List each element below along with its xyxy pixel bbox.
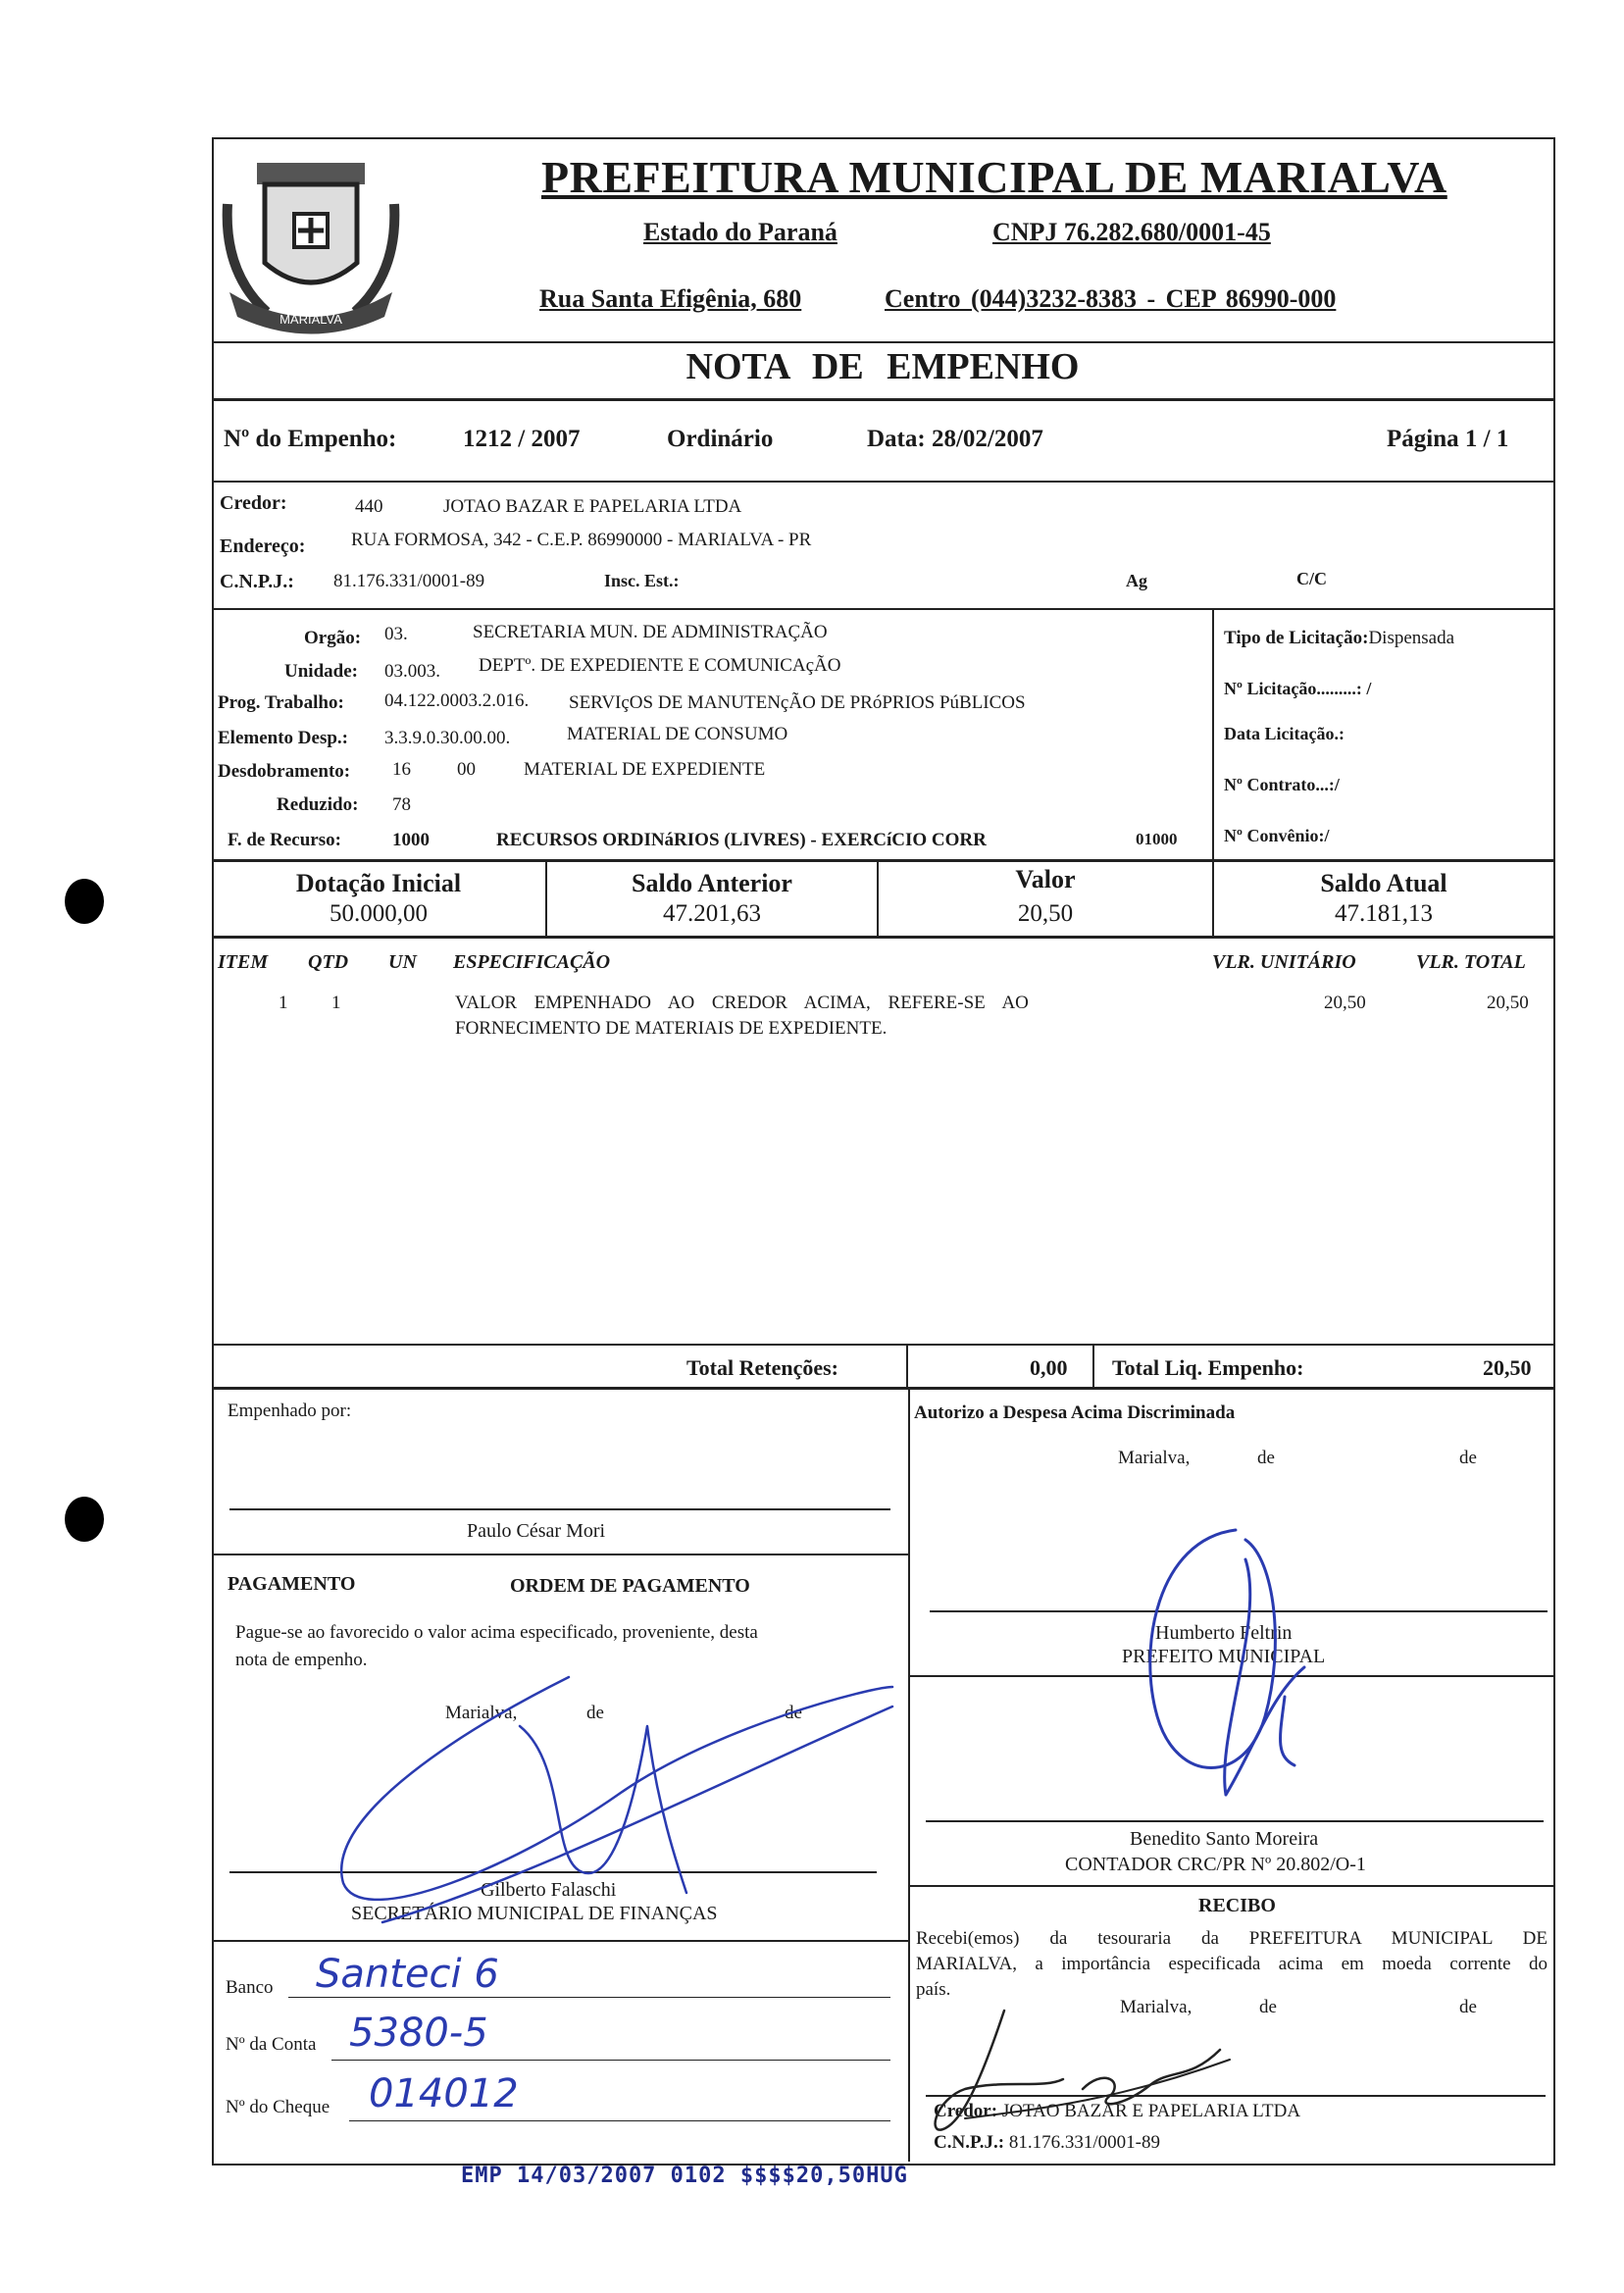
orgao-name: SECRETARIA MUN. DE ADMINISTRAÇÃO bbox=[473, 622, 828, 642]
autorizo-de2: de bbox=[1459, 1448, 1477, 1468]
cheque-handwritten: 014012 bbox=[369, 2071, 519, 2116]
contrato-number: Nº Contrato...:/ bbox=[1224, 775, 1340, 794]
accountant-title: CONTADOR CRC/PR Nº 20.802/O-1 bbox=[1065, 1854, 1366, 1875]
licitacao-number: Nº Licitação.........: / bbox=[1224, 679, 1372, 698]
recibo-credor-label: Credor: bbox=[934, 2101, 998, 2121]
pagamento-place: Marialva, bbox=[445, 1703, 518, 1723]
desdob-code2: 00 bbox=[457, 759, 476, 780]
credor-label: Credor: bbox=[220, 492, 287, 514]
empenho-type: Ordinário bbox=[667, 426, 774, 452]
items-header-total: VLR. TOTAL bbox=[1416, 951, 1526, 973]
retencoes-value: 0,00 bbox=[1030, 1355, 1068, 1380]
recibo-text2: MARIALVA, a importância especificada acima em moeda corrente do bbox=[916, 1954, 1548, 1974]
saldo-anterior-label: Saldo Anterior bbox=[632, 869, 792, 897]
credor-signature bbox=[926, 2001, 1249, 2138]
saldo-atual-value: 47.181,13 bbox=[1335, 900, 1433, 927]
recurso-code: 1000 bbox=[392, 830, 430, 850]
table-row bbox=[212, 989, 1553, 1047]
page-number: Página 1 / 1 bbox=[1387, 426, 1509, 452]
items-header-spec: ESPECIFICAÇÃO bbox=[453, 951, 611, 973]
recibo-de1: de bbox=[1259, 1997, 1277, 2017]
autorizo-place: Marialva, bbox=[1118, 1448, 1191, 1468]
empenhado-name: Paulo César Mori bbox=[467, 1520, 606, 1542]
pagamento-label: PAGAMENTO bbox=[228, 1573, 356, 1595]
credor-code: 440 bbox=[355, 496, 383, 517]
desdob-code: 16 bbox=[392, 759, 411, 780]
credor-address: RUA FORMOSA, 342 - C.E.P. 86990000 - MARIALVA - PR bbox=[351, 530, 812, 550]
items-header-item: ITEM bbox=[218, 951, 269, 973]
recibo-label: RECIBO bbox=[1198, 1895, 1276, 1916]
item-number: 1 bbox=[279, 993, 288, 1013]
banco-label: Banco bbox=[226, 1977, 274, 1998]
empenhado-label: Empenhado por: bbox=[228, 1401, 352, 1421]
mayor-title: PREFEITO MUNICIPAL bbox=[1122, 1646, 1326, 1667]
empenho-number: 1212 / 2007 bbox=[463, 426, 581, 452]
item-unit-value: 20,50 bbox=[1324, 993, 1366, 1013]
page-title: PREFEITURA MUNICIPAL DE MARIALVA bbox=[541, 152, 1447, 202]
empenho-date: Data: 28/02/2007 bbox=[867, 426, 1043, 452]
licitacao-type bbox=[1224, 628, 1454, 649]
prog-label: Prog. Trabalho: bbox=[218, 692, 344, 713]
elemento-code: 3.3.9.0.30.00.00. bbox=[384, 728, 511, 748]
coat-of-arms-icon bbox=[218, 145, 404, 337]
secretary-name: Gilberto Falaschi bbox=[481, 1879, 617, 1901]
saldo-anterior-value: 47.201,63 bbox=[663, 900, 761, 927]
mayor-name: Humberto Feltrin bbox=[1155, 1622, 1293, 1644]
recibo-credor-name: JOTAO BAZAR E PAPELARIA LTDA bbox=[1001, 2101, 1301, 2121]
elemento-label: Elemento Desp.: bbox=[218, 728, 348, 748]
item-spec-line1: VALOR EMPENHADO AO CREDOR ACIMA, REFERE-SE AO bbox=[455, 993, 1029, 1013]
saldo-atual-label: Saldo Atual bbox=[1320, 869, 1447, 897]
valor-label: Valor bbox=[1015, 865, 1076, 893]
licitacao-type-label: Tipo de Licitação: bbox=[1224, 628, 1369, 648]
punch-hole-top bbox=[65, 879, 104, 924]
valor-value: 20,50 bbox=[1017, 900, 1074, 927]
banco-handwritten: Santeci 6 bbox=[316, 1952, 499, 1997]
recurso-name: RECURSOS ORDINáRIOS (LIVRES) - EXERCíCIO CORR bbox=[496, 830, 987, 850]
secretary-title: SECRETÁRIO MUNICIPAL DE FINANÇAS bbox=[351, 1903, 718, 1924]
credor-cnpj: 81.176.331/0001-89 bbox=[333, 571, 485, 591]
elemento-name: MATERIAL DE CONSUMO bbox=[567, 724, 788, 744]
orgao-code: 03. bbox=[384, 624, 408, 644]
mayor-signature bbox=[1098, 1501, 1353, 1824]
item-qtd: 1 bbox=[331, 993, 341, 1013]
recurso-code2: 01000 bbox=[1136, 830, 1178, 848]
licitacao-date: Data Licitação.: bbox=[1224, 724, 1345, 743]
reduzido-label: Reduzido: bbox=[277, 794, 359, 815]
unidade-label: Unidade: bbox=[284, 661, 358, 682]
pagamento-text1: Pague-se ao favorecido o valor acima especificado, proveniente, desta bbox=[235, 1622, 758, 1643]
conta-handwritten: 5380-5 bbox=[349, 2011, 488, 2056]
conta-label: Nº da Conta bbox=[226, 2034, 317, 2055]
ie-label: Insc. Est.: bbox=[604, 571, 680, 590]
document-title: NOTA DE EMPENHO bbox=[685, 346, 1080, 387]
state-text: Estado do Paraná bbox=[643, 218, 837, 246]
convenio-number: Nº Convênio:/ bbox=[1224, 826, 1330, 845]
liquido-label: Total Liq. Empenho: bbox=[1112, 1355, 1304, 1380]
items-header-qtd: QTD bbox=[308, 951, 349, 973]
recibo-de2: de bbox=[1459, 1997, 1477, 2017]
item-spec-line2: FORNECIMENTO DE MATERIAIS DE EXPEDIENTE. bbox=[455, 1018, 888, 1039]
secretary-signature bbox=[324, 1667, 912, 1942]
address2-text: Centro (044)3232-8383 - CEP 86990-000 bbox=[885, 284, 1337, 313]
licitacao-type-value: Dispensada bbox=[1368, 628, 1455, 648]
item-total-value: 20,50 bbox=[1487, 993, 1529, 1013]
recibo-place: Marialva, bbox=[1120, 1997, 1193, 2017]
accountant-name: Benedito Santo Moreira bbox=[1130, 1828, 1319, 1850]
orgao-label: Orgão: bbox=[304, 628, 362, 648]
desdob-label: Desdobramento: bbox=[218, 761, 351, 782]
dotacao-value: 50.000,00 bbox=[330, 900, 428, 927]
ordem-label: ORDEM DE PAGAMENTO bbox=[510, 1575, 750, 1597]
dotacao-label: Dotação Inicial bbox=[295, 869, 462, 897]
bank-stamp: EMP 14/03/2007 0102 $$$$20,50HUG bbox=[461, 2164, 908, 2188]
svg-text:MARIALVA: MARIALVA bbox=[279, 312, 342, 327]
pagamento-de2: de bbox=[785, 1703, 802, 1723]
recibo-cnpj-value: 81.176.331/0001-89 bbox=[1008, 2132, 1160, 2153]
recibo-text1: Recebi(emos) da tesouraria da PREFEITURA MUNICIPAL DE bbox=[916, 1928, 1548, 1949]
desdob-name: MATERIAL DE EXPEDIENTE bbox=[524, 759, 766, 780]
liquido-value: 20,50 bbox=[1483, 1355, 1532, 1380]
prog-code: 04.122.0003.2.016. bbox=[384, 690, 530, 711]
cnpj-label: C.N.P.J.: bbox=[220, 571, 294, 592]
items-header-un: UN bbox=[388, 951, 417, 973]
recibo-text3: país. bbox=[916, 1979, 951, 2000]
prog-name: SERVIçOS DE MANUTENçÃO DE PRóPRIOS PúBLICOS bbox=[569, 692, 1026, 713]
unidade-name: DEPTº. DE EXPEDIENTE E COMUNICAçÃO bbox=[479, 655, 841, 676]
pagamento-de1: de bbox=[586, 1703, 604, 1723]
unidade-code: 03.003. bbox=[384, 661, 440, 682]
recibo-cnpj-label: C.N.P.J.: bbox=[934, 2132, 1005, 2153]
empenho-number-label: Nº do Empenho: bbox=[224, 426, 397, 452]
address-text: Rua Santa Efigênia, 680 bbox=[539, 284, 802, 313]
ag-label: Ag bbox=[1126, 571, 1147, 590]
cheque-label: Nº do Cheque bbox=[226, 2097, 330, 2117]
recurso-label: F. de Recurso: bbox=[228, 830, 341, 850]
autorizo-label: Autorizo a Despesa Acima Discriminada bbox=[914, 1402, 1236, 1423]
autorizo-de1: de bbox=[1257, 1448, 1275, 1468]
address-label: Endereço: bbox=[220, 535, 306, 557]
credor-name: JOTAO BAZAR E PAPELARIA LTDA bbox=[443, 496, 742, 517]
reduzido-value: 78 bbox=[392, 794, 411, 815]
retencoes-label: Total Retenções: bbox=[686, 1355, 838, 1380]
cnpj-text: CNPJ 76.282.680/0001-45 bbox=[992, 218, 1271, 246]
cc-label: C/C bbox=[1296, 569, 1327, 588]
punch-hole-bottom bbox=[65, 1497, 104, 1542]
pagamento-text2: nota de empenho. bbox=[235, 1650, 368, 1670]
items-header-unit: VLR. UNITÁRIO bbox=[1212, 951, 1356, 973]
